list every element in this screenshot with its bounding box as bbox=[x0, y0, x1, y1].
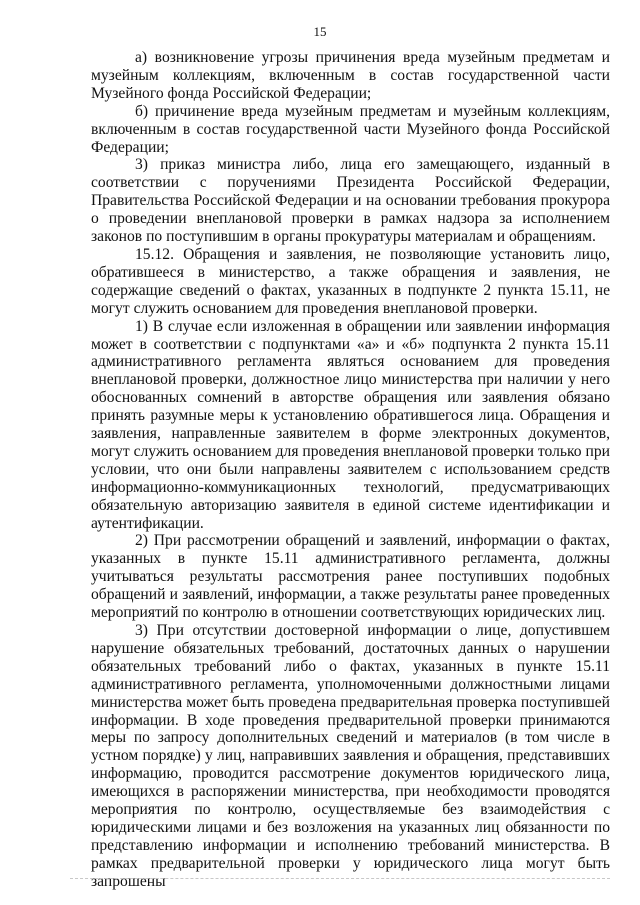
paragraph-a: а) возникновение угрозы причинения вреда музейным предметам и музейным коллекциям, включенным в состав государственной части Музейного фонда Российской Федерации; bbox=[91, 49, 610, 102]
page-bottom-divider bbox=[70, 878, 610, 879]
paragraph-3-order: 3) приказ министра либо, лица его замещающего, изданный в соответствии с поручениями Президента Российской Федерации, Правительства Российской Федерации и на основании требования прокурора о проведении внеплановой проверки в рамках надзора за исполнением законов по поступившим в органы прокуратуры материалам и обращениям. bbox=[91, 156, 610, 246]
paragraph-15-12-1: 1) В случае если изложенная в обращении или заявлении информация может в соответствии с подпунктами «а» и «б» подпункта 2 пункта 15.11 административного регламента являться основанием для проведения внеплановой проверки, должностное лицо министерства при наличии у него обоснованных сомнений в авторстве обращения или заявления обязано принять разумные меры к установлению обратившегося лица. Обращения и заявления, направленные заявителем в форме электронных документов, могут служить основанием для проведения внеплановой проверки только при условии, что они были направлены заявителем с использованием средств информационно-коммуникационных технологий, предусматривающих обязательную авторизацию заявителя в единой системе идентификации и аутентификации. bbox=[91, 317, 610, 532]
paragraph-15-12: 15.12. Обращения и заявления, не позволяющие установить лицо, обратившееся в министерство, а также обращения и заявления, не содержащие сведений о фактах, указанных в подпункте 2 пункта 15.11, не могут служить основанием для проведения внеплановой проверки. bbox=[91, 245, 610, 317]
document-body bbox=[91, 49, 610, 891]
paragraph-15-12-3: 3) При отсутствии достоверной информации о лице, допустившем нарушение обязательных требований, достаточных данных о нарушении обязательных требований либо о фактах, указанных в пункте 15.11 административного регламента, уполномоченными должностными лицами министерства может быть проведена предварительная проверка поступившей информации. В ходе проведения предварительной проверки принимаются меры по запросу дополнительных сведений и материалов (в том числе в устном порядке) у лиц, направивших заявления и обращения, представивших информацию, проводится рассмотрение документов юридического лица, имеющихся в распоряжении министерства, при необходимости проводятся мероприятия по контролю, осуществляемые без взаимодействия с юридическими лицами и без возложения на указанных лиц обязанности по представлению информации и исполнению требований министерства. В рамках предварительной проверки у юридического лица могут быть запрошены bbox=[91, 622, 610, 890]
paragraph-15-12-2: 2) При рассмотрении обращений и заявлений, информации о фактах, указанных в пункте 15.11 административного регламента, должны учитываться результаты рассмотрения ранее поступивших подобных обращений и заявлений, информации, а также результаты ранее проведенных мероприятий по контролю в отношении соответствующих юридических лиц. bbox=[91, 532, 610, 622]
page-number: 15 bbox=[313, 24, 327, 39]
paragraph-b: б) причинение вреда музейным предметам и музейным коллекциям, включенным в состав государственной части Музейного фонда Российской Федерации; bbox=[91, 102, 610, 156]
